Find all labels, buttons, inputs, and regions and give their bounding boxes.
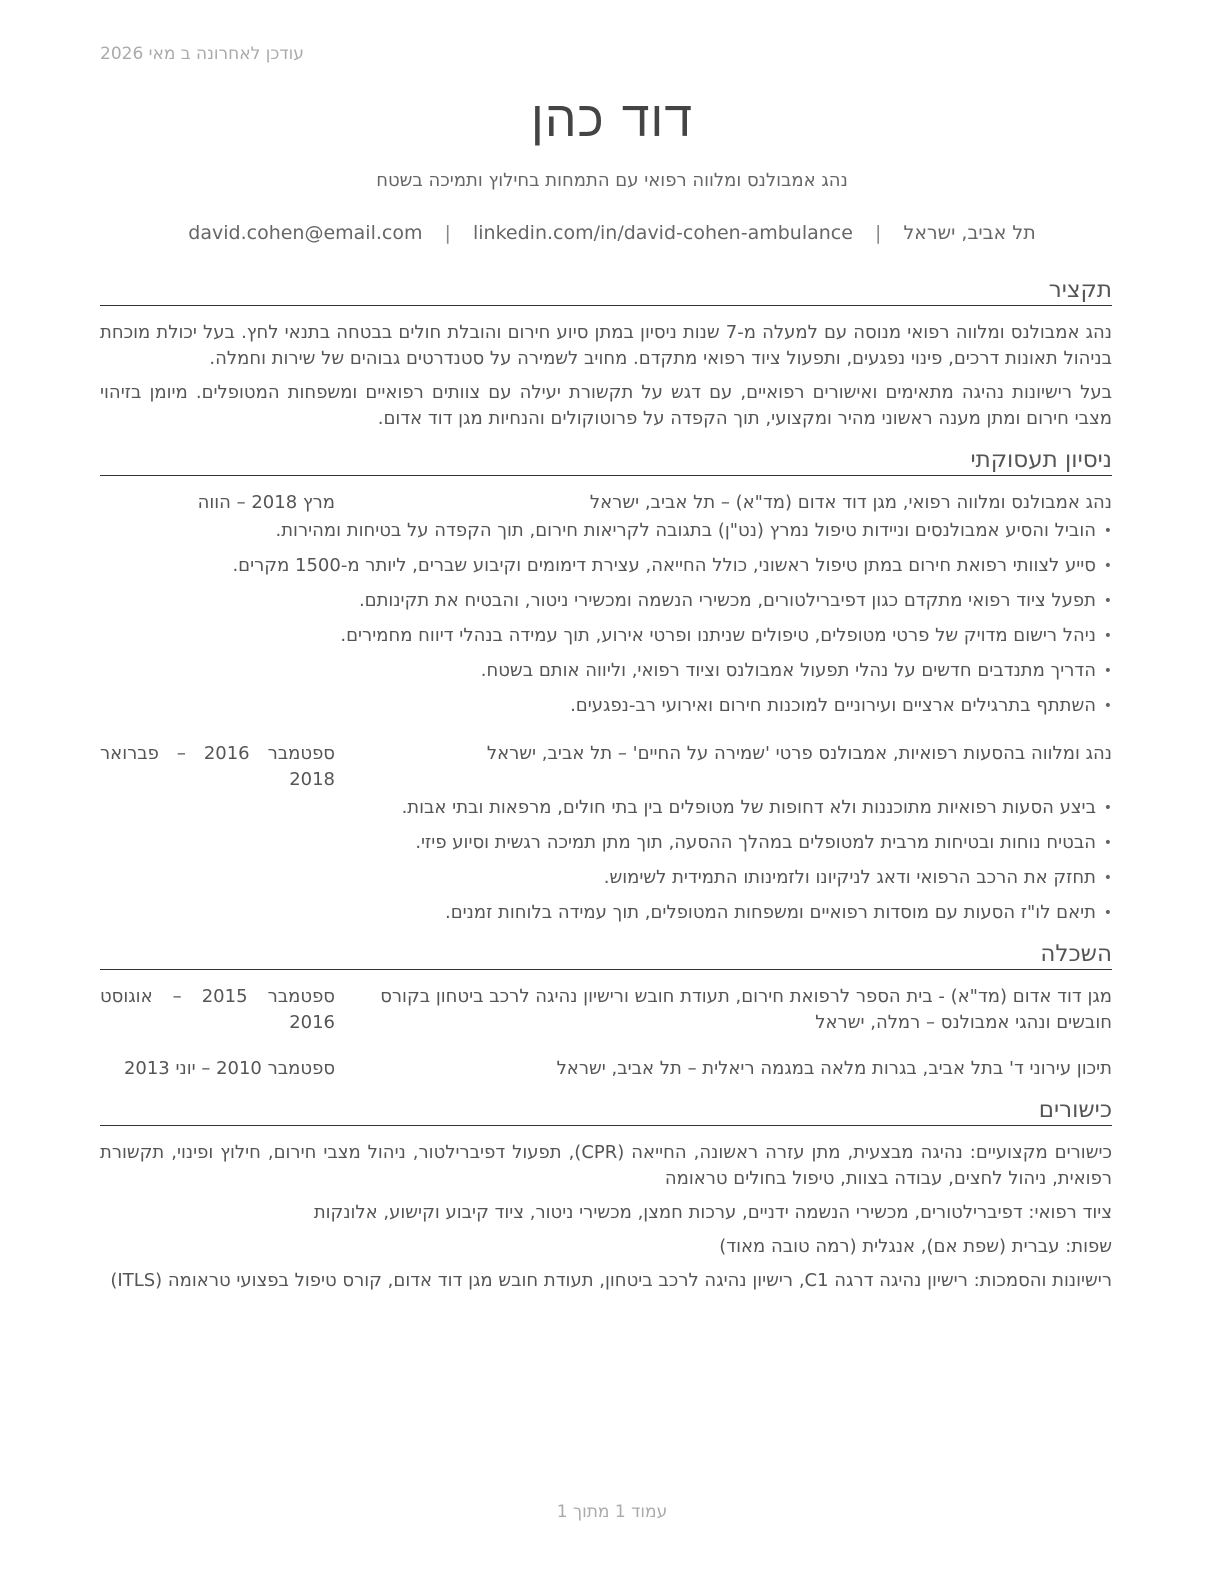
job-bullet: • ניהל רישום מדויק של פרטי מטופלים, טיפולים שניתנו ופרטי אירוע, תוך עמידה בנהלי דיווח מחמירים. xyxy=(100,623,1096,649)
summary-paragraph: נהג אמבולנס ומלווה רפואי מנוסה עם למעלה מ-7 שנות ניסיון במתן סיוע חירום והובלת חולים בבטחה בתנאי לחץ. בעל יכולת מוכחת בניהול תאונות דרכים, פינוי נפגעים, ותפעול ציוד רפואי מתקדם. מחויב לשמירה על סטנדרטים גבוהים של שירות וחמלה. xyxy=(100,322,1112,369)
contact-linkedin[interactable]: linkedin.com/in/david-cohen-ambulance xyxy=(473,222,853,244)
summary-paragraph: בעל רישיונות נהיגה מתאימים ואישורים רפואיים, עם דגש על תקשורת יעילה עם צוותים רפואיים ומשפחות המטופלים. מיומן בזיהוי מצבי חירום ומתן מענה ראשוני מהיר ומקצועי, תוך הקפדה על פרוטוקולים והנחיות מגן דוד אדום. xyxy=(100,382,1112,429)
job-bullet: • הוביל והסיע אמבולנסים וניידות טיפול נמרץ (נט"ן) בתגובה לקריאות חירום, תוך הקפדה על בטיחות ומהירות. xyxy=(100,518,1096,544)
job-dates: מרץ 2018 – הווה xyxy=(197,492,335,513)
job-entry xyxy=(100,741,1112,926)
candidate-name: דוד כהן xyxy=(530,90,694,148)
job-bullet: • הבטיח נוחות ובטיחות מרבית למטופלים במהלך ההסעה, תוך מתן תמיכה רגשית וסיוע פיזי. xyxy=(100,830,1096,856)
education-dates: ספטמבר 2015 – אוגוסט 2016 xyxy=(100,986,335,1033)
section-title-skills: כישורים xyxy=(100,1096,1112,1126)
education-dates: ספטמבר 2010 – יוני 2013 xyxy=(123,1058,335,1079)
job-header xyxy=(100,490,1112,516)
last-updated: עודכן לאחרונה ב מאי 2026 xyxy=(100,44,304,64)
education-entry xyxy=(100,1056,1112,1082)
job-title: נהג אמבולנס ומלווה רפואי, מגן דוד אדום (מד"א) – תל אביב, ישראל xyxy=(589,492,1112,513)
education-entry xyxy=(100,984,1112,1036)
job-bullet: • השתתף בתרגילים ארציים ועירוניים למוכנות חירום ואירועי רב-נפגעים. xyxy=(100,693,1096,719)
skill-line: ציוד רפואי: דפיברילטורים, מכשירי הנשמה ידניים, ערכות חמצן, מכשירי ניטור, ציוד קיבוע וקישוע, אלונקות xyxy=(313,1202,1112,1223)
skill-line: כישורים מקצועיים: נהיגה מבצעית, מתן עזרה ראשונה, החייאה (CPR), תפעול דפיברילטור, ניהול מצבי חירום, חילוץ ופינוי, תקשורת רפואית, ניהול לחצים, עבודה בצוות, טיפול בחולים טראומה xyxy=(100,1142,1112,1189)
education-section xyxy=(100,940,1112,1082)
skills-section xyxy=(100,1096,1112,1294)
section-title-experience: ניסיון תעסוקתי xyxy=(100,446,1112,476)
section-title-summary: תקציר xyxy=(100,276,1112,306)
contact-line xyxy=(0,222,1224,244)
section-title-education: השכלה xyxy=(100,940,1112,970)
job-bullets xyxy=(100,518,1112,719)
job-bullets xyxy=(100,795,1112,926)
education-title: תיכון עירוני ד' בתל אביב, בגרות מלאה במגמה ריאלית – תל אביב, ישראל xyxy=(556,1058,1112,1079)
job-bullet: • ביצע הסעות רפואיות מתוכננות ולא דחופות של מטופלים בין בתי חולים, מרפאות ובתי אבות. xyxy=(100,795,1096,821)
job-bullet: • תפעל ציוד רפואי מתקדם כגון דפיברילטורים, מכשירי הנשמה ומכשירי ניטור, והבטיח את תקינותם. xyxy=(100,588,1096,614)
skill-line: שפות: עברית (שפת אם), אנגלית (רמה טובה מאוד) xyxy=(719,1236,1112,1257)
contact-separator: | xyxy=(874,222,882,244)
page-number: עמוד 1 מתוך 1 xyxy=(556,1502,668,1522)
job-bullet: • תיאם לו"ז הסעות עם מוסדות רפואיים ומשפחות המטופלים, תוך עמידה בלוחות זמנים. xyxy=(100,900,1096,926)
job-entry xyxy=(100,490,1112,719)
job-header xyxy=(100,741,1112,793)
experience-section xyxy=(100,446,1112,926)
resume-body xyxy=(100,276,1112,1302)
job-bullet: • הדריך מתנדבים חדשים על נהלי תפעול אמבולנס וציוד רפואי, וליווה אותם בשטח. xyxy=(100,658,1096,684)
job-title: נהג ומלווה בהסעות רפואיות, אמבולנס פרטי 'שמירה על החיים' – תל אביב, ישראל xyxy=(486,743,1112,764)
contact-separator: | xyxy=(444,222,451,244)
skill-line: רישיונות והסמכות: רישיון נהיגה דרגה C1, רישיון נהיגה לרכב ביטחון, תעודת חובש מגן דוד אדום, קורס טיפול בפצועי טראומה (ITLS) xyxy=(110,1270,1112,1291)
job-bullet: • תחזק את הרכב הרפואי ודאג לניקיונו ולזמינותו התמידית לשימוש. xyxy=(100,865,1096,891)
job-bullet: • סייע לצוותי רפואת חירום במתן טיפול ראשוני, כולל החייאה, עצירת דימומים וקיבוע שברים, ליותר מ-1500 מקרים. xyxy=(100,553,1096,579)
contact-location: תל אביב, ישראל xyxy=(903,222,1036,244)
contact-email[interactable]: david.cohen@email.com xyxy=(188,222,423,244)
summary-section xyxy=(100,276,1112,432)
candidate-tagline: נהג אמבולנס ומלווה רפואי עם התמחות בחילוץ ותמיכה בשטח xyxy=(376,170,848,191)
education-title: מגן דוד אדום (מד"א) - בית הספר לרפואת חירום, תעודת חובש ורישיון נהיגה לרכב ביטחון בקורס חובשים ונהגי אמבולנס – רמלה, ישראל xyxy=(380,986,1112,1033)
job-dates: ספטמבר 2016 – פברואר 2018 xyxy=(100,743,335,790)
